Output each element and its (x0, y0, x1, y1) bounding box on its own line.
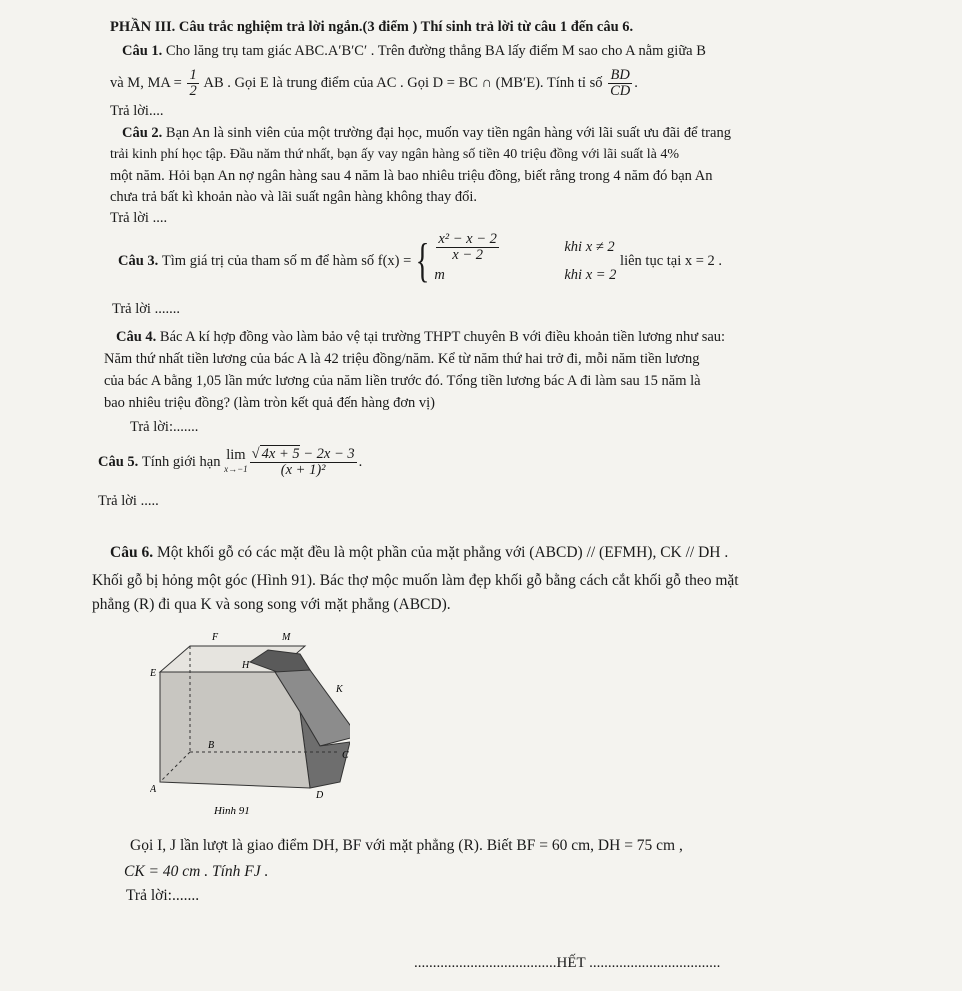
q6-line5: CK = 40 cm . Tính FJ . (124, 863, 269, 880)
q3-tail: liên tục tại x = 2 . (620, 253, 723, 269)
q3-case1-cond: khi x ≠ 2 (564, 239, 615, 255)
q2-label: Câu 2. (122, 125, 163, 141)
q3-label: Câu 3. (118, 253, 159, 269)
figure-caption: Hình 91 (214, 805, 250, 817)
q6-answer: Trả lời:....... (126, 887, 200, 904)
q4-line4: bao nhiêu triệu đồng? (làm tròn kết quả đến hàng đơn vị) (104, 395, 436, 411)
q1-text-2b: AB . Gọi E là trung điểm của AC . Gọi D = BC ∩ (MB′E). Tính tỉ số (203, 74, 603, 91)
q5-fraction: $\frac{√ 4x + 5 - 2x - 3}{\text{(x + 1)²}}$ (251, 445, 355, 478)
q1-text-1: Cho lăng trụ tam giác ABC.A′B′C′ . Trên đường thẳng BA lấy điểm M sao cho A nằm giữa B (165, 43, 706, 59)
q3-line (118, 226, 722, 296)
label-C: C (342, 750, 349, 761)
q2-line3: một năm. Hỏi bạn An nợ ngân hàng sau 4 năm là bao nhiêu triệu đồng, biết rằng trong 4 năm đó bạn An (110, 168, 713, 184)
q6-line4: Gọi I, J lần lượt là giao điểm DH, BF với mặt phẳng (R). Biết BF = 60 cm, DH = 75 cm , (130, 837, 683, 854)
q5-num-rest: − 2x − 3 (299, 445, 355, 462)
q3-case1-num: x² − x − 2 (438, 230, 497, 247)
q3-brace: { (415, 234, 430, 287)
q1-line1 (122, 42, 706, 60)
q4-line3: của bác A bằng 1,05 lần mức lương của năm liền trước đó. Tổng tiền lương bác A đi làm sau 15 năm là (104, 373, 701, 389)
label-B: B (208, 740, 215, 751)
q5-label: Câu 5. (98, 454, 139, 470)
q5-den: (x + 1)² (280, 461, 326, 478)
q3-case1-den: x − 2 (452, 246, 483, 263)
q4-line2: Năm thứ nhất tiền lương của bác A là 42 triệu đồng/năm. Kể từ năm thứ hai trở đi, mỗi năm tiền lương (104, 351, 700, 367)
q2-line2: trải kinh phí học tập. Đầu năm thứ nhất, bạn ấy vay ngân hàng số tiền 40 triệu đồng với lãi suất là 4% (110, 147, 680, 162)
q5-sqrt: 4x + 5 (261, 445, 300, 462)
label-A: A (150, 784, 157, 795)
q6-line1 (110, 543, 728, 563)
q5-lim: lim (226, 447, 246, 463)
section-heading: PHẦN III. Câu trắc nghiệm trả lời ngắn.(3 điểm ) Thí sinh trả lời từ câu 1 đến câu 6. (110, 19, 634, 35)
q6-text-1: Một khối gỗ có các mặt đều là một phần của mặt phẳng với (ABCD) // (EFMH), CK // DH . (156, 544, 729, 561)
q3-case2-expr: m (434, 267, 445, 283)
q1-fraction (187, 68, 198, 99)
q3-text: Tìm giá trị của tham số m để hàm số f(x) = (161, 253, 412, 269)
q4-label: Câu 4. (116, 329, 157, 345)
q4-answer: Trả lời:....... (130, 419, 199, 435)
label-H: H (242, 660, 250, 671)
q5-limit (224, 448, 248, 476)
q1-frac-den: 2 (189, 83, 197, 99)
q6-label: Câu 6. (110, 544, 154, 561)
q3-cases (434, 230, 617, 289)
q4-text-1: Bác A kí hợp đồng vào làm bảo vệ tại trường THPT chuyên B với điều khoản tiền lương như sau: (159, 329, 726, 345)
q3-case2 (434, 261, 616, 289)
label-D: D (316, 790, 324, 801)
q3-case1 (434, 230, 616, 263)
q1-ratio-num: BD (608, 68, 632, 84)
q5-line: Câu 5. Tính giới hạn lim x→−1 $\frac{√ 4x + 5 - 2x - 3}{\text{(x + 1)²}}$ . (98, 445, 363, 478)
q1-text-2a: và M, MA = (110, 74, 182, 91)
q1-answer: Trả lời.... (110, 103, 164, 119)
q2-answer: Trả lời .... (110, 210, 168, 226)
footer-end: ......................................HẾT ................................... (414, 955, 721, 971)
q3-case1-frac (436, 232, 499, 263)
q1-ratio (608, 68, 632, 99)
q1-ratio-den: CD (610, 83, 631, 99)
block-diagram (150, 632, 350, 817)
label-F: F (212, 632, 219, 643)
label-E: E (150, 668, 157, 679)
q3-case2-cond: khi x = 2 (564, 267, 617, 283)
q5-answer: Trả lời ..... (98, 493, 159, 509)
q3-answer: Trả lời ....... (112, 301, 180, 317)
q1-line2: và M, MA = $\frac{1}{2}$ AB . Gọi E là trung điểm của AC . Gọi D = BC ∩ (MB′E). Tính tỉ số $\frac{BD}{CD}$ . (110, 67, 638, 99)
figure-91 (150, 632, 350, 817)
q5-lim-sub: x→−1 (224, 464, 248, 474)
q2-text-1: Bạn An là sinh viên của một trường đại học, muốn vay tiền ngân hàng với lãi suất ưu đãi để trang (165, 125, 731, 141)
q1-frac-num: 1 (189, 67, 197, 83)
q2-line4: chưa trả bất kì khoản nào và lãi suất ngân hàng không thay đổi. (110, 189, 478, 205)
q1-label: Câu 1. (122, 43, 163, 59)
label-K: K (336, 684, 343, 695)
q2-line1 (122, 124, 731, 142)
q6-line3: phẳng (R) đi qua K và song song với mặt phẳng (ABCD). (92, 596, 451, 613)
q6-line2: Khối gỗ bị hỏng một góc (Hình 91). Bác thợ mộc muốn làm đẹp khối gỗ bằng cách cắt khối gỗ theo mặt (92, 572, 739, 589)
label-M: M (282, 632, 291, 643)
q4-line1 (116, 328, 725, 346)
q5-text: Tính giới hạn (141, 454, 221, 470)
